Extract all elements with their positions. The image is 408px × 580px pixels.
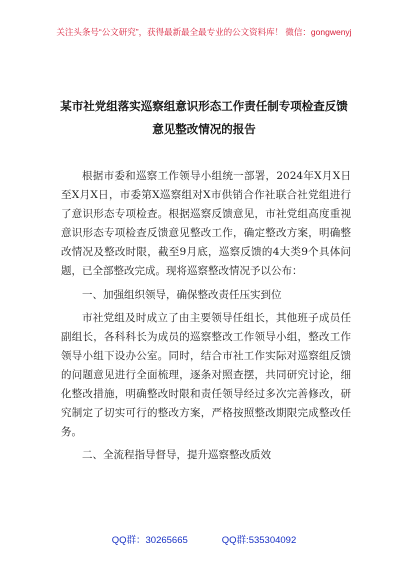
footer-qq-group-2: QQ群:535304092: [221, 535, 297, 546]
footer-contact: [0, 535, 408, 547]
header-banner: 关注头条号“公文研究”，获得最新最全最专业的公文资料库！ 微信：gongwenyj: [56, 27, 352, 37]
footer-qq-group-1: QQ群：30265665: [111, 535, 188, 546]
document-title-line-1: 某市社党组落实巡察组意识形态工作责任制专项检查反馈: [60, 99, 348, 113]
section-1-paragraph: 市社党组及时成立了由主要领导任组长，其他班子成员任副组长，各科科长为成员的巡察整改工作领导小组，整改工作领导小组下设办公室。同时，结合市社工作实际对巡察组反馈的问题意见进行全面梳理，逐条对照查摆，共同研究讨论，细化整改措施，明确整改时限和责任领导经过多次完善修改，研究制定了切实可行的整改方案，严格按照整改期限完成整改任务。: [61, 311, 351, 439]
intro-paragraph: 根据市委和巡察工作领导小组统一部署，2024年X月X日至X月X日，市委第X巡察组对X市供销合作社联合社党组进行了意识形态专项检查。根据巡察反馈意见，市社党组高度重视意识形态专项检查反馈意见整改工作，确定整改方案，明确整改情况及整改时限，截至9月底，巡察反馈的4大类9个具体问题，已全部整改完成。现将巡察整改情况予以公布：: [61, 170, 351, 278]
section-heading-1: 一、加强组织领导，确保整改责任压实到位: [82, 288, 282, 301]
document-body: [61, 167, 351, 469]
section-heading-2: 二、全流程指导督导，提升巡察整改质效: [82, 449, 271, 462]
document-title-line-2: 意见整改情况的报告: [152, 122, 256, 136]
